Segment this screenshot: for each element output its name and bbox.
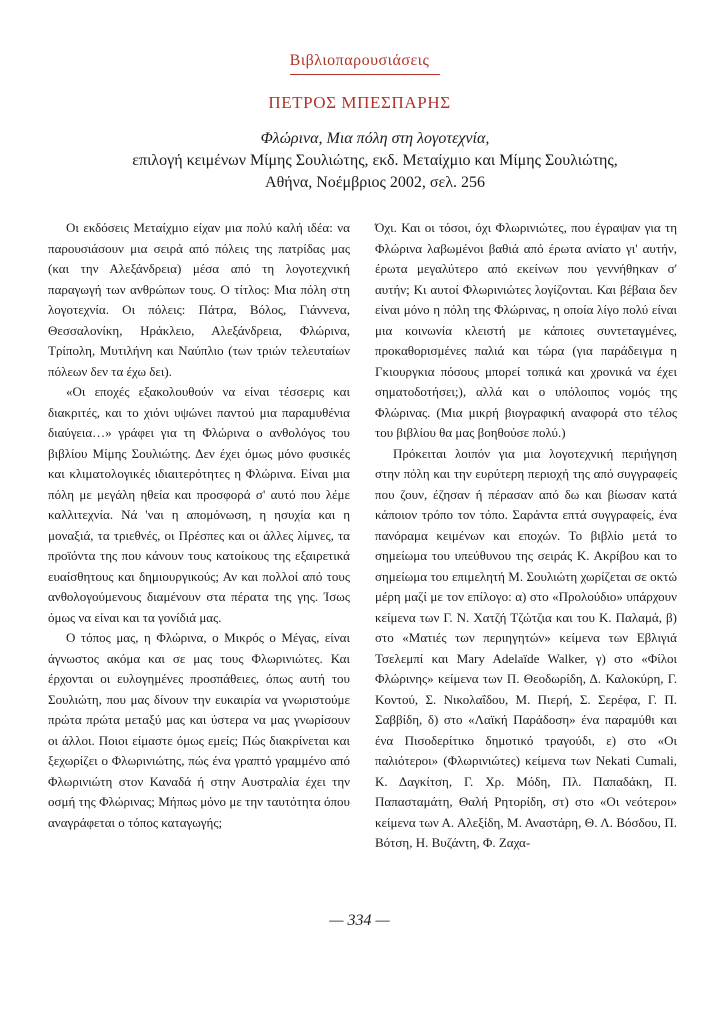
paragraph: Πρόκειται λοιπόν για μια λογοτεχνική περιήγηση στην πόλη και την ευρύτερη περιοχή της από συγγραφείς που ζουν, έζησαν ή πέρασαν από δω και βίωσαν κατά κάποιον τρόπο τον τόπο. Σαράντα επτά συγγραφείς, ένα πανόραμα κειμένων και εποχών. Το βιβλίο μετά το σημείωμα του υπεύθυνου της σειράς Κ. Ακρίβου και το σημείωμα του επιμελητή Μ. Σουλιώτη χωρίζεται σε οκτώ μέρη μαζί με τον επίλογο: α) στο «Προλούδιο» υπάρχουν κείμενα των Γ. Ν. Χατζή Τζώτζια και του Κ. Παλαμά, β) στο «Ματιές των περιηγητών» κείμενα των Εβλιγιά Τσελεμπί και Mary Adelaïde Walker, γ) στο «Φίλοι Φλώρινης» κείμενα των Π. Θεοδωρίδη, Δ. Καλοκύρη, Γ. Κοντού, Σ. Νικολαΐδου, Μ. Πιερή, Σ. Σερέφα, Γ. Π. Σαββίδη, δ) στο «Λαϊκή Παράδοση» ένα παραμύθι και ένα Πισοδερίτικο δημοτικό τραγούδι, ε) στο «Οι παλιότεροι» (Φλωρινιώτες) κείμενα των Nekati Cumali, Κ. Δαγκίτση, Γ. Χρ. Μόδη, Πλ. Παπαδάκη, Π. Παπασταμάτη, Θαλή Ρητορίδη, στ) στο «Οι νεότεροι» κείμενα των Α. Αλεξίδη, Μ. Αναστάρη, Θ. Λ. Βόσδου, Π. Βότση, Η. Βυζάντη, Φ. Ζαχα- [375, 445, 677, 850]
paragraph: «Οι εποχές εξακολουθούν να είναι τέσσερις και διακριτές, και το χιόνι υψώνει παντού μια παραμυθένια διαύγεια…» γράφει για τη Φλώρινα ο ανθολόγος του βιβλίου Μίμης Σουλιώτης. Δεν έχει όμως μόνο φυσικές και κλιματολογικές ιδιαιτερότητες η Φλώρινα. Είναι μια πόλη με μεγάλη ηθεία και προσφορά σ' αυτό που λέμε καλλιτεχνία. Νά 'ναι η απομόνωση, η ησυχία και η μοναξιά, τα τριεθνές, οι Πρέσπες και οι άλλες λίμνες, τα προϊόντα της που κάνουν τους κατοίκους της εξαιρετικά ευαίσθητους και δημιουργικούς; Αν και πολλοί από τους ανθολογούμενους διαμένουν στα πέρατα της γης. Ίσως όμως να είναι και τα γονίδιά μας. [48, 384, 350, 625]
section-title: Βιβλιοπαρουσιάσεις [289, 52, 430, 69]
book-place-date-pages: Αθήνα, Νοέμβριος 2002, σελ. 256 [265, 174, 485, 191]
section-title-underline [290, 74, 440, 75]
paragraph: Οι εκδόσεις Μεταίχμιο είχαν μια πολύ καλή ιδέα: να παρουσιάσουν μια σειρά από πόλεις της πατρίδας μας (και την Αλεξάνδρεια) μέσα από τη λογοτεχνική παραγωγή των ανθρώπων τους. Ο τίτλος: Μια πόλη στη λογοτεχνία. Οι πόλεις: Πάτρα, Βόλος, Γιάννενα, Θεσσαλονίκη, Ηράκλειο, Αλεξάνδρεια, Φλώρινα, Τρίπολη, Μυτιλήνη και Ναύπλιο (των τριών τελευταίων πόλεων δεν τα έχω δει). [48, 220, 350, 379]
paragraph: Ο τόπος μας, η Φλώρινα, ο Μικρός ο Μέγας, είναι άγνωστος ακόμα και σε μας τους Φλωρινιώτες. Και έρχονται οι ευλογημένες προσπάθειες, όπως αυτή του Σουλιώτη, που μας δίνουν την ευκαιρία να γνωριστούμε πρώτα πρώτα μεταξύ μας και ύστερα να μας γνωρίσουν οι άλλοι. Ποιοι είμαστε όμως εμείς; Πώς διακρίνεται και ξεχωρίζει ο Φλωρινιώτης, πώς ένα γραπτό γραμμένο από Φλωρινιώτη στον Καναδά ή στην Αυστραλία έχει την οσμή της Φλώρινας; Μήπως μόνο με την ταυτότητα όπου αναγράφεται ο τόπος καταγωγής; [48, 630, 350, 830]
book-editor-publisher: επιλογή κειμένων Μίμης Σουλιώτης, εκδ. Μεταίχμιο και Μίμης Σουλιώτης, [132, 152, 618, 169]
book-reference [80, 128, 670, 194]
right-column [375, 218, 677, 854]
page-number: — 334 — [329, 912, 390, 929]
book-title: Φλώρινα, Μια πόλη στη λογοτεχνία, [260, 130, 490, 147]
left-column [48, 218, 350, 833]
paragraph: Όχι. Και οι τόσοι, όχι Φλωρινιώτες, που έγραψαν για τη Φλώρινα λαβωμένοι βαθιά από έρωτα ανίατο γι' αυτήν, έρωτα μεγαλύτερο από εκείνων που γεννήθηκαν σ' αυτήν; Κι αυτοί Φλωρινιώτες λογίζονται. Και βέβαια δεν είναι μόνο η πόλη της Φλώρινας, η οποία λίγο πολύ είναι μια κοινωνία κλειστή με κάποιες συντεταγμένες, προκαθορισμένες παλιά και τώρα (για παράδειγμα η Γκιουργκια πόσους μπορεί τοπικά και χρονικά να έχει σηματοδοτήσει;), αλλά και ο υπόλοιπος νομός της Φλώρινας. (Μια μικρή βιογραφική αναφορά στο τέλος του βιβλίου θα μας βοηθούσε πολύ.) [375, 220, 677, 440]
author-name: ΠΕΤΡΟΣ ΜΠΕΣΠΑΡΗΣ [268, 93, 451, 112]
